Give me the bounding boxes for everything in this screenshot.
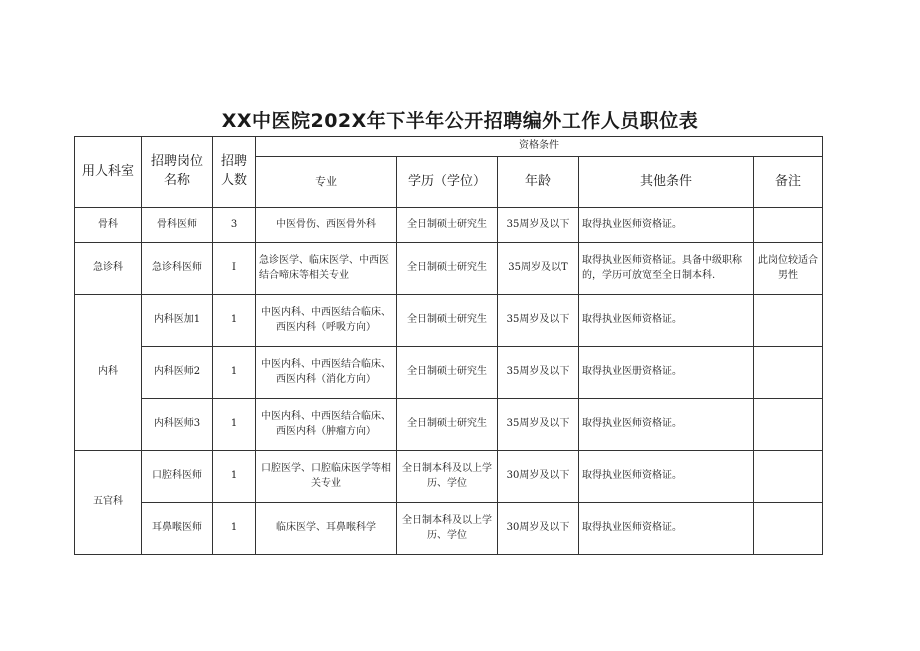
age-cell: 35周岁及以下 bbox=[498, 208, 579, 243]
notes-cell bbox=[754, 503, 823, 555]
positions-table bbox=[74, 136, 823, 555]
major-cell: 中医内科、中西医结合临床、西医内科（消化方向） bbox=[256, 347, 397, 399]
dept-cell: 骨科 bbox=[75, 208, 142, 243]
other-cell: 取得执业医册资格证。 bbox=[579, 347, 754, 399]
other-cell: 取得执业医师资格证。 bbox=[579, 295, 754, 347]
table-row bbox=[75, 399, 823, 451]
education-cell: 全日制硕士研究生 bbox=[397, 243, 498, 295]
header-row-1 bbox=[75, 137, 823, 157]
other-cell: 取得执业医师资格证。 bbox=[579, 399, 754, 451]
header-notes: 备注 bbox=[754, 157, 823, 208]
dept-cell: 内科 bbox=[75, 295, 142, 451]
major-cell: 急诊医学、临床医学、中西医结合啼床等相关专业 bbox=[256, 243, 397, 295]
count-cell: 1 bbox=[213, 399, 256, 451]
table-row bbox=[75, 503, 823, 555]
education-cell: 全日制硕士研究生 bbox=[397, 347, 498, 399]
education-cell: 全日制本科及以上学历、学位 bbox=[397, 451, 498, 503]
header-qualifications: 资格条件 bbox=[256, 137, 823, 157]
table-row bbox=[75, 451, 823, 503]
age-cell: 35周岁及以T bbox=[498, 243, 579, 295]
major-cell: 口腔医学、口腔临床医学等相关专业 bbox=[256, 451, 397, 503]
age-cell: 30周岁及以下 bbox=[498, 503, 579, 555]
position-cell: 内科医加1 bbox=[142, 295, 213, 347]
table-row bbox=[75, 208, 823, 243]
major-cell: 临床医学、耳鼻喉科学 bbox=[256, 503, 397, 555]
notes-cell: 此岗位较适合男性 bbox=[754, 243, 823, 295]
notes-cell bbox=[754, 451, 823, 503]
count-cell: 1 bbox=[213, 295, 256, 347]
count-cell: 1 bbox=[213, 503, 256, 555]
education-cell: 全日制硕士研究生 bbox=[397, 295, 498, 347]
notes-cell bbox=[754, 295, 823, 347]
count-cell: 1 bbox=[213, 347, 256, 399]
other-cell: 取得执业医师资格证。 bbox=[579, 451, 754, 503]
other-cell: 取得执业医师资格证。 bbox=[579, 503, 754, 555]
major-cell: 中医内科、中西医结合临床、西医内科（呼吸方向） bbox=[256, 295, 397, 347]
age-cell: 35周岁及以下 bbox=[498, 295, 579, 347]
age-cell: 35周岁及以下 bbox=[498, 399, 579, 451]
education-cell: 全日制硕士研究生 bbox=[397, 208, 498, 243]
dept-cell: 五官科 bbox=[75, 451, 142, 555]
major-cell: 中医内科、中西医结合临床、西医内科（肿瘤方向） bbox=[256, 399, 397, 451]
header-other: 其他条件 bbox=[579, 157, 754, 208]
education-cell: 全日制本科及以上学历、学位 bbox=[397, 503, 498, 555]
dept-cell: 急诊科 bbox=[75, 243, 142, 295]
position-cell: 急诊科医师 bbox=[142, 243, 213, 295]
count-cell: 1 bbox=[213, 451, 256, 503]
table-row bbox=[75, 243, 823, 295]
education-cell: 全日制硕士研究生 bbox=[397, 399, 498, 451]
other-cell: 取得执业医师资格证。具备中级职称的，学历可放宽至全日制本科. bbox=[579, 243, 754, 295]
table-row bbox=[75, 347, 823, 399]
age-cell: 30周岁及以下 bbox=[498, 451, 579, 503]
document-title: XX中医院202X年下半年公开招聘编外工作人员职位表 bbox=[221, 110, 699, 132]
notes-cell bbox=[754, 347, 823, 399]
header-dept: 用人科室 bbox=[75, 137, 142, 208]
notes-cell bbox=[754, 399, 823, 451]
position-cell: 耳鼻喉医师 bbox=[142, 503, 213, 555]
age-cell: 35周岁及以下 bbox=[498, 347, 579, 399]
position-cell: 骨科医师 bbox=[142, 208, 213, 243]
other-cell: 取得执业医师资格证。 bbox=[579, 208, 754, 243]
header-count: 招聘人数 bbox=[213, 137, 256, 208]
table-row bbox=[75, 295, 823, 347]
major-cell: 中医骨伤、西医骨外科 bbox=[256, 208, 397, 243]
header-major: 专业 bbox=[256, 157, 397, 208]
header-age: 年龄 bbox=[498, 157, 579, 208]
notes-cell bbox=[754, 208, 823, 243]
count-cell: 3 bbox=[213, 208, 256, 243]
position-cell: 内科医师2 bbox=[142, 347, 213, 399]
header-education: 学历（学位） bbox=[397, 157, 498, 208]
header-position: 招聘岗位名称 bbox=[142, 137, 213, 208]
count-cell: I bbox=[213, 243, 256, 295]
position-cell: 内科医师3 bbox=[142, 399, 213, 451]
position-cell: 口腔科医师 bbox=[142, 451, 213, 503]
